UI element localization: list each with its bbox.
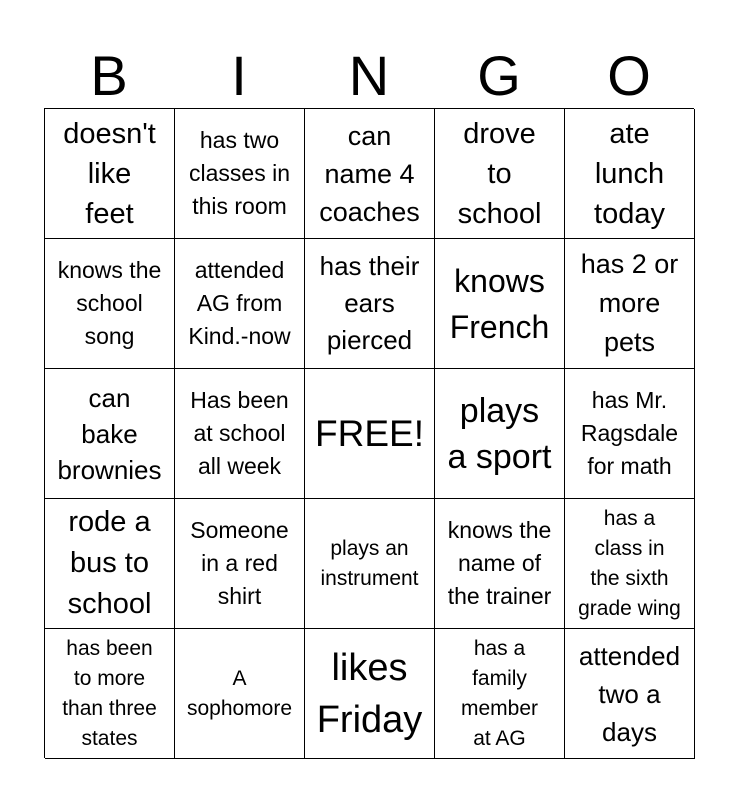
cell-text: A sophomore [186, 666, 293, 720]
cell-text: has a family member at AG [460, 636, 539, 750]
free-space-text: FREE! [315, 412, 424, 454]
bingo-cell[interactable] [305, 369, 435, 499]
bingo-cell[interactable] [565, 629, 695, 759]
bingo-cell[interactable] [305, 109, 435, 239]
cell-text: likes Friday [316, 646, 423, 741]
cell-text: attended two a days [578, 640, 681, 747]
cell-text: plays a sport [447, 391, 552, 476]
header-letter-b: B [90, 44, 128, 107]
bingo-board [44, 108, 694, 758]
cell-text: doesn't like feet [63, 117, 156, 230]
cell-text: knows the name of the trainer [447, 517, 552, 609]
bingo-cell[interactable] [565, 499, 695, 629]
bingo-cell[interactable] [305, 499, 435, 629]
bingo-cell[interactable] [175, 109, 305, 239]
header-letter-i: I [231, 44, 247, 107]
cell-text: Has been at school all week [190, 387, 289, 479]
bingo-cell[interactable] [45, 499, 175, 629]
cell-text: has their ears pierced [319, 251, 420, 355]
cell-text: can bake brownies [57, 382, 162, 485]
cell-text: has Mr. Ragsdale for math [580, 387, 679, 479]
bingo-cell[interactable] [45, 369, 175, 499]
bingo-cell[interactable] [305, 629, 435, 759]
bingo-cell[interactable] [565, 369, 695, 499]
cell-text: Someone in a red shirt [190, 517, 289, 609]
cell-text: plays an instrument [320, 536, 419, 590]
cell-text: attended AG from Kind.-now [188, 257, 291, 349]
bingo-cell[interactable] [435, 369, 565, 499]
cell-text: rode a bus to school [67, 506, 152, 620]
bingo-cell[interactable] [565, 239, 695, 369]
bingo-cell[interactable] [45, 109, 175, 239]
cell-text: knows French [449, 262, 550, 345]
bingo-cell[interactable] [435, 629, 565, 759]
cell-text: has two classes in this room [189, 127, 290, 219]
cell-text: has been to more than three states [62, 636, 157, 750]
cell-text: ate lunch today [594, 117, 665, 230]
header-letter-g: G [477, 44, 521, 107]
bingo-cell[interactable] [175, 629, 305, 759]
bingo-cell[interactable] [45, 239, 175, 369]
bingo-cell[interactable] [175, 499, 305, 629]
header-letter-n: N [348, 44, 390, 107]
cell-text: can name 4 coaches [319, 120, 420, 227]
bingo-cell[interactable] [435, 499, 565, 629]
bingo-header [44, 40, 694, 108]
cell-text: has 2 or more pets [580, 249, 679, 357]
bingo-cell[interactable] [175, 239, 305, 369]
cell-text: has a class in the sixth grade wing [578, 506, 681, 620]
cell-text: drove to school [457, 117, 542, 230]
bingo-cell[interactable] [565, 109, 695, 239]
bingo-cell[interactable] [305, 239, 435, 369]
bingo-cell[interactable] [45, 629, 175, 759]
header-letter-o: O [607, 44, 651, 107]
bingo-cell[interactable] [175, 369, 305, 499]
bingo-cell[interactable] [435, 109, 565, 239]
cell-text: knows the school song [57, 257, 162, 349]
bingo-cell[interactable] [435, 239, 565, 369]
